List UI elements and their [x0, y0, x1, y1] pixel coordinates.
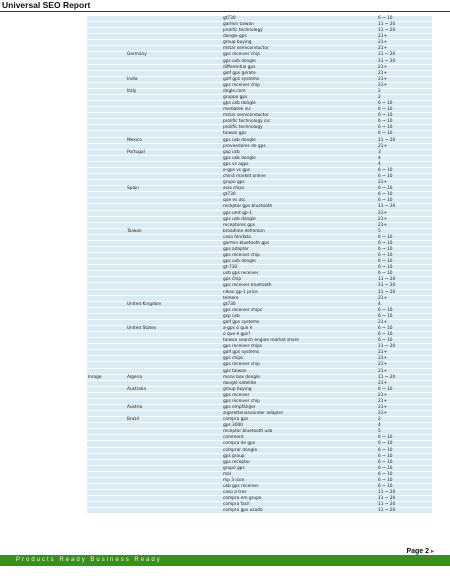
row-keyword-cell: gps receiver chip	[223, 362, 260, 368]
row-keyword-cell: gps usb dongle	[223, 259, 256, 265]
row-keyword-cell: mstar semiconductor	[223, 46, 269, 52]
row-keyword-cell: que es atc	[223, 198, 246, 204]
row-rank-cell: 6 ~ 10	[378, 459, 393, 465]
row-keyword-cell: gps usb dongle	[223, 155, 256, 161]
row-keyword-cell: gps group	[223, 453, 245, 459]
row-keyword-cell: golf gps gerate	[223, 70, 256, 76]
row-rank-cell: 2	[378, 95, 381, 101]
row-rank-cell: 4	[378, 161, 381, 167]
row-keyword-cell: gps usb dongle	[223, 101, 256, 107]
row-rank-cell: 5	[378, 228, 381, 234]
page-label: Page 2	[406, 548, 430, 555]
row-keyword-cell: china market online	[223, 174, 266, 180]
row-keyword-cell: golf gps systems	[223, 350, 260, 356]
row-keyword-cell: group buying	[223, 40, 252, 46]
row-keyword-cell: gps chip	[223, 277, 242, 283]
row-keyword-cell: dongle satellite	[223, 380, 257, 386]
row-keyword-cell: gps receptor	[223, 459, 251, 465]
row-keyword-cell: broadline definition	[223, 228, 265, 234]
row-keyword-cell: receptores gps	[223, 222, 255, 228]
row-keyword-cell: gps usb dongle	[223, 137, 256, 143]
row-rank-cell: 6 ~ 10	[378, 131, 393, 137]
row-rank-cell: 6 ~ 10	[378, 240, 393, 246]
row-rank-cell: 6 ~ 10	[378, 338, 393, 344]
row-rank-cell: 11 ~ 20	[378, 496, 396, 502]
row-rank-cell: 6 ~ 10	[378, 313, 393, 319]
row-rank-cell: 2	[378, 88, 381, 94]
row-keyword-cell: comment	[223, 435, 244, 441]
row-rank-cell: 21+	[378, 64, 388, 70]
row-keyword-cell: gps vs agps	[223, 161, 249, 167]
row-keyword-cell: a-gps o que é	[223, 325, 253, 331]
row-country-cell: Germany	[127, 52, 147, 58]
row-rank-cell: 21+	[378, 356, 388, 362]
row-keyword-cell: group buying	[223, 386, 252, 392]
row-type-cell: Image	[88, 374, 102, 380]
row-keyword-cell: gps receiver chips	[223, 344, 263, 350]
row-country-cell: United States	[127, 325, 157, 331]
row-keyword-cell: gsp usb	[223, 313, 240, 319]
row-keyword-cell: usb gps receiver	[223, 484, 259, 490]
row-keyword-cell: gruppo gps	[223, 95, 248, 101]
row-keyword-cell: garmin taiwan	[223, 22, 254, 28]
row-keyword-cell: gps receiver chips	[223, 307, 263, 313]
row-keyword-cell: compro gps usado	[223, 508, 263, 514]
row-keyword-cell: temere	[223, 295, 239, 301]
row-keyword-cell: mp 3 icon	[223, 477, 245, 483]
row-rank-cell: 11 ~ 20	[378, 283, 396, 289]
row-keyword-cell: gps receiver chip	[223, 52, 260, 58]
row-rank-cell: 21+	[378, 392, 388, 398]
row-rank-cell: 11 ~ 20	[378, 374, 396, 380]
row-country-cell: Mexico	[127, 137, 143, 143]
row-country-cell: United Kingdom	[127, 301, 162, 307]
row-keyword-cell: gps receiver chip	[223, 398, 260, 404]
row-rank-cell: 6 ~ 10	[378, 174, 393, 180]
row-rank-cell: 6 ~ 10	[378, 16, 393, 21]
row-rank-cell: 5	[378, 429, 381, 435]
row-rank-cell: 6 ~ 10	[378, 477, 393, 483]
row-rank-cell: 6 ~ 10	[378, 119, 393, 125]
row-rank-cell: 6 ~ 10	[378, 125, 393, 131]
row-keyword-cell: grupo gps	[223, 465, 245, 471]
arrow-right-icon: ▸	[430, 549, 434, 555]
row-keyword-cell: taiwan search engine market share	[223, 338, 299, 344]
row-keyword-cell: gps empfänger	[223, 405, 256, 410]
row-keyword-cell: gps umt-gp-1	[223, 210, 252, 216]
row-keyword-cell: dngle.com	[223, 88, 246, 94]
row-keyword-cell: gps receiver bluetooth	[223, 283, 272, 289]
row-rank-cell: 6 ~ 10	[378, 265, 393, 271]
row-keyword-cell: zigarettenanzünder adapter	[223, 411, 284, 417]
row-keyword-cell: differential gps	[223, 64, 256, 70]
row-keyword-cell: nikon gp-1 price	[223, 289, 258, 295]
row-rank-cell: 21+	[378, 405, 388, 410]
row-keyword-cell: gps taiwan	[223, 368, 247, 374]
row-keyword-cell: proveedores de gps	[223, 143, 266, 149]
row-keyword-cell: mal	[223, 471, 232, 477]
row-keyword-cell: receptor gps bluetooth	[223, 204, 273, 210]
row-rank-cell: 11 ~ 20	[378, 490, 396, 496]
row-rank-cell: 11 ~ 20	[378, 204, 396, 210]
row-keyword-cell: asia chips	[223, 186, 245, 192]
row-keyword-cell: gps usb dongle	[223, 58, 256, 64]
row-keyword-cell: e-gps vs gps	[223, 167, 251, 173]
row-rank-cell: 3	[378, 149, 381, 155]
row-rank-cell: 21+	[378, 82, 388, 88]
report-title: Universal SEO Report	[2, 0, 91, 10]
row-rank-cell: 6 ~ 10	[378, 234, 393, 240]
row-rank-cell: 11 ~ 20	[378, 277, 396, 283]
row-keyword-cell: compra de gps	[223, 441, 256, 447]
row-rank-cell: 6 ~ 10	[378, 271, 393, 277]
row-rank-cell: 11 ~ 20	[378, 344, 396, 350]
row-keyword-cell: caso a tres	[223, 490, 247, 496]
row-keyword-cell: gps 3000	[223, 423, 243, 429]
row-rank-cell: 4	[378, 155, 381, 161]
row-rank-cell: 6 ~ 10	[378, 198, 393, 204]
row-country-cell: Spain	[127, 186, 140, 192]
row-keyword-cell: gps receiver	[223, 392, 250, 398]
row-keyword-cell: prolific technology	[223, 125, 263, 131]
row-country-cell: Italy	[127, 88, 137, 94]
row-rank-cell: 6 ~ 10	[378, 447, 393, 453]
row-rank-cell: 21+	[378, 319, 388, 325]
row-keyword-cell: gps receiver chip	[223, 82, 260, 88]
row-rank-cell: 6 ~ 10	[378, 101, 393, 107]
row-keyword-cell: prolific technology	[223, 28, 263, 34]
row-rank-cell: 6 ~ 10	[378, 465, 393, 471]
row-rank-cell: 4	[378, 423, 381, 429]
page-number	[406, 548, 434, 555]
row-rank-cell: 6 ~ 10	[378, 192, 393, 198]
row-keyword-cell: gsp usb	[223, 149, 240, 155]
row-keyword-cell: receptor bluetooth usb	[223, 429, 273, 435]
row-rank-cell: 11 ~ 20	[378, 58, 396, 64]
row-rank-cell: 21+	[378, 411, 388, 417]
row-rank-cell: 21+	[378, 34, 388, 40]
row-keyword-cell: gt730	[223, 301, 236, 307]
row-country-cell: Austria	[127, 405, 143, 410]
row-rank-cell: 21+	[378, 368, 388, 374]
row-keyword-cell: compra em grupo	[223, 496, 262, 502]
row-rank-cell: 6 ~ 10	[378, 453, 393, 459]
row-rank-cell: 6 ~ 10	[378, 246, 393, 252]
row-rank-cell: 6 ~ 10	[378, 332, 393, 338]
row-rank-cell: 21+	[378, 398, 388, 404]
row-rank-cell: 11 ~ 20	[378, 137, 396, 143]
row-rank-cell: 6 ~ 10	[378, 253, 393, 259]
row-rank-cell: 6 ~ 10	[378, 484, 393, 490]
report-header	[0, 0, 450, 13]
row-rank-cell: 4	[378, 301, 381, 307]
row-keyword-cell: o que é gps?	[223, 332, 251, 338]
row-keyword-cell: comprar dongle	[223, 447, 258, 453]
row-rank-cell: 6 ~ 10	[378, 186, 393, 192]
row-rank-cell: 11 ~ 20	[378, 289, 396, 295]
row-keyword-cell: golf gps systems	[223, 319, 260, 325]
row-keyword-cell: golf gps systems	[223, 76, 260, 82]
row-rank-cell: 6 ~ 10	[378, 441, 393, 447]
row-rank-cell: 21+	[378, 210, 388, 216]
row-rank-cell: 21+	[378, 380, 388, 386]
row-keyword-cell: mons box dongle	[223, 374, 260, 380]
row-rank-cell: 6 ~ 10	[378, 167, 393, 173]
row-keyword-cell: gps chips	[223, 356, 244, 362]
row-rank-cell: 11 ~ 20	[378, 28, 396, 34]
row-rank-cell: 6 ~ 10	[378, 471, 393, 477]
row-keyword-cell: compra facil	[223, 502, 250, 508]
row-keyword-cell: taiwan gps	[223, 131, 247, 137]
row-country-cell: Taiwan	[127, 228, 142, 234]
row-rank-cell: 6 ~ 10	[378, 435, 393, 441]
row-keyword-cell: prolific technology inc	[223, 119, 271, 125]
row-rank-cell: 21+	[378, 40, 388, 46]
row-rank-cell: 6 ~ 10	[378, 107, 393, 113]
row-keyword-cell: compra gps	[223, 417, 249, 423]
row-rank-cell: 6 ~ 10	[378, 325, 393, 331]
row-keyword-cell: gt-730	[223, 265, 238, 271]
keyword-ranking-table	[87, 16, 432, 514]
row-keyword-cell: grupo gps	[223, 180, 245, 186]
row-rank-cell: 6 ~ 10	[378, 113, 393, 119]
row-keyword-cell: dongle gps	[223, 34, 247, 40]
row-rank-cell: 21+	[378, 143, 388, 149]
row-rank-cell: 21+	[378, 295, 388, 301]
row-rank-cell: 21+	[378, 76, 388, 82]
row-keyword-cell: mstar semiconductor	[223, 113, 269, 119]
row-keyword-cell: garmin bluetooth gps	[223, 240, 270, 246]
row-keyword-cell: gt730	[223, 192, 236, 198]
footer-tagline: Products Ready Business Ready	[16, 557, 162, 563]
row-keyword-cell: mediatek inc	[223, 107, 251, 113]
row-rank-cell: 11 ~ 20	[378, 502, 396, 508]
row-country-cell: Brazil	[127, 417, 139, 423]
row-country-cell: Algeria	[127, 374, 143, 380]
row-rank-cell: 6 ~ 10	[378, 259, 393, 265]
row-rank-cell: 6 ~ 10	[378, 386, 393, 392]
row-country-cell: Australia	[127, 386, 147, 392]
row-keyword-cell: gt730	[223, 16, 236, 21]
row-keyword-cell: gps receiver chip	[223, 253, 260, 259]
table-row	[87, 508, 432, 514]
row-keyword-cell: usb gps receiver	[223, 271, 259, 277]
row-rank-cell: 21+	[378, 216, 388, 222]
row-country-cell: India	[127, 76, 138, 82]
row-rank-cell: 21+	[378, 46, 388, 52]
row-rank-cell: 21+	[378, 70, 388, 76]
row-rank-cell: 21+	[378, 180, 388, 186]
row-rank-cell: 21+	[378, 350, 388, 356]
row-country-cell: Portugal	[127, 149, 145, 155]
header-divider	[0, 11, 450, 12]
row-rank-cell: 6 ~ 10	[378, 307, 393, 313]
row-rank-cell: 11 ~ 20	[378, 22, 396, 28]
row-keyword-cell: gps usb dongle	[223, 216, 256, 222]
row-rank-cell: 11 ~ 20	[378, 508, 396, 514]
row-keyword-cell: gps adapter	[223, 246, 249, 252]
row-keyword-cell: casa fondata	[223, 234, 251, 240]
row-rank-cell: 11 ~ 20	[378, 52, 396, 58]
row-rank-cell: 21+	[378, 362, 388, 368]
row-rank-cell: 2	[378, 417, 381, 423]
row-rank-cell: 21+	[378, 222, 388, 228]
